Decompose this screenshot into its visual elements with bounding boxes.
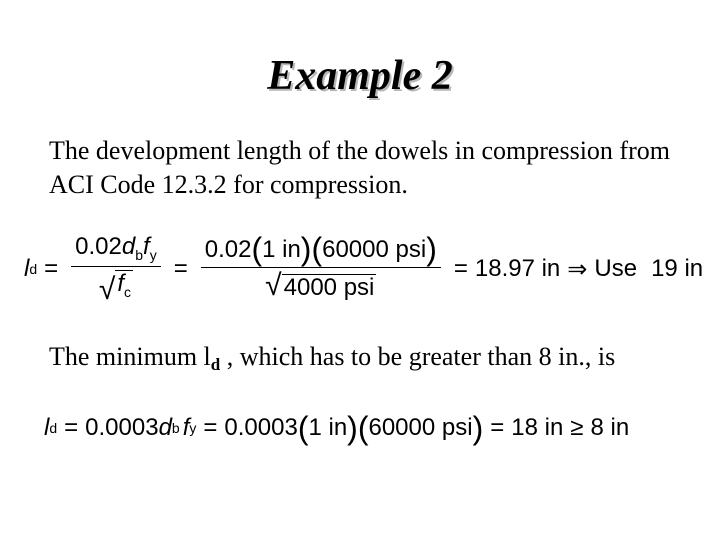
- paragraph-minimum-length: The minimum $l_d$ , which has to be greater than 8 in., is: [49, 342, 616, 374]
- eq2-result: 18 in: [511, 414, 564, 441]
- eq1-result: 18.97 in: [474, 255, 561, 282]
- eq1-fraction-symbolic: $0.02d_bf_y$ √ $f_c$: [71, 233, 161, 306]
- eq1-fraction-numeric: 0.02(1 in)(60000 psi) √ 4000 psi: [201, 236, 441, 302]
- greater-equal-icon: ≥: [570, 414, 584, 441]
- implies-icon: ⇒: [567, 255, 588, 283]
- equation-minimum-length: l d = 0.0003 d b f y = 0.0003 ( 1 in )( 60000 psi ) = 18 in ≥ 8 in: [44, 410, 630, 446]
- eq1-lhs-sub: d: [29, 261, 38, 277]
- eq2-limit: 8 in: [590, 414, 630, 441]
- equation-development-length: l d = $0.02d_bf_y$ √ $f_c$ = 0.02(1 in)(60000 psi) √ 4000 psi = 18.97 in ⇒ Use 19 in: [24, 231, 704, 306]
- paragraph-development-length: The development length of the dowels in compression from ACI Code 12.3.2 for compression.: [49, 136, 670, 199]
- slide-title: Example 2: [267, 53, 453, 99]
- eq1-use-label: Use: [594, 255, 638, 282]
- eq1-use-value: 19 in: [651, 255, 704, 282]
- eq1-lhs: l: [24, 255, 30, 282]
